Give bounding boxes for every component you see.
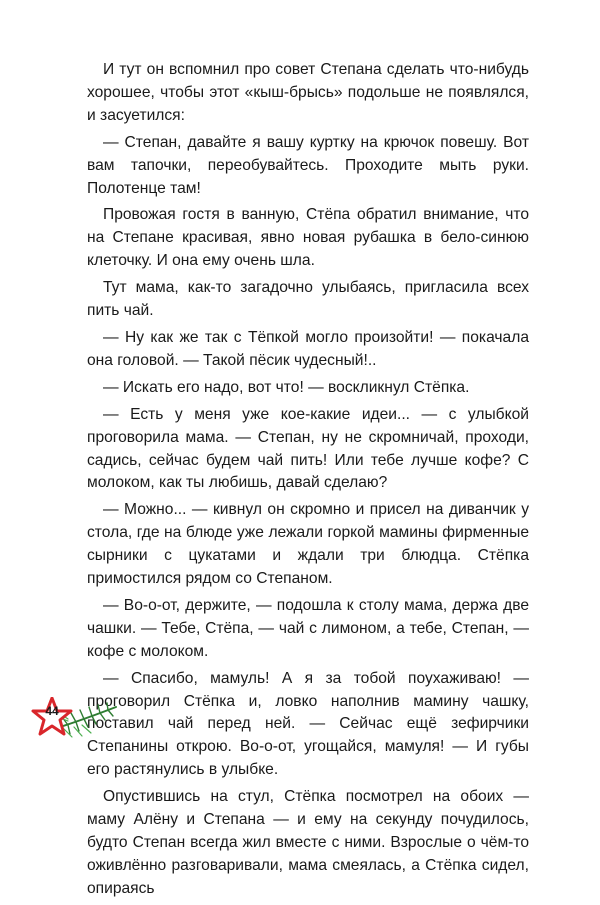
fir-branch-icon [56,703,116,737]
paragraph: — Есть у меня уже кое-какие идеи... — с улыбкой проговорила мама. — Степан, ну не скромничай, проходи, садись, сейчас будем чай пить! Или тебе лучше кофе? С молоком, как ты любишь, давай сделаю? [87,405,529,492]
paragraph: — Можно... — кивнул он скромно и присел на диванчик у стола, где на блюде уже лежали горкой мамины фирменные сырники с цукатами и ждали три блюдца. Стёпка примостился рядом со Степаном. [87,501,529,588]
paragraph: Тут мама, как-то загадочно улыбаясь, пригласила всех пить чай. [87,279,529,320]
paragraph: — Искать его надо, вот что! — воскликнул Стёпка. [103,378,470,396]
paragraph: Провожая гостя в ванную, Стёпа обратил внимание, что на Степане красивая, явно новая рубашка в бело-синюю клеточку. И она ему очень шла. [87,206,529,270]
paragraph: Опустившись на стул, Стёпка посмотрел на обоих — маму Алёну и Степана — и ему на секунду почудилось, будто Степан всегда жил вместе с ними. Взрослые о чём-то оживлённо разговаривали, мама смеялась, а Стёпка сидел, опираясь [87,788,529,897]
paragraph: И тут он вспомнил про совет Степана сделать что-нибудь хорошее, чтобы этот «кыш-брысь» подольше не появлялся, и засуетился: [87,61,529,124]
paragraph: — Ну как же так с Тёпкой могло произойти! — покачала она головой. — Такой пёсик чудесный!.. [87,328,529,369]
paragraph: — Во-о-от, держите, — подошла к столу мама, держа две чашки. — Тебе, Стёпа, — чай с лимоном, а тебе, Степан, — кофе с молоком. [87,596,529,660]
page-number: 44 [45,704,59,718]
paragraph: — Спасибо, мамуль! А я за тобой поухаживаю! — проговорил Стёпка и, ловко наполнив мамину чашку, поставил чай перед ней. — Сейчас ещё зефирчики Степанины открою. Во-о-от, угощайся, мамуля! — И губы его растянулись в улыбке. [87,669,529,779]
body-text [87,59,529,905]
paragraph: — Степан, давайте я вашу куртку на крючок повешу. Вот вам тапочки, переобувайтесь. Проходите мыть руки. Полотенце там! [87,133,529,197]
